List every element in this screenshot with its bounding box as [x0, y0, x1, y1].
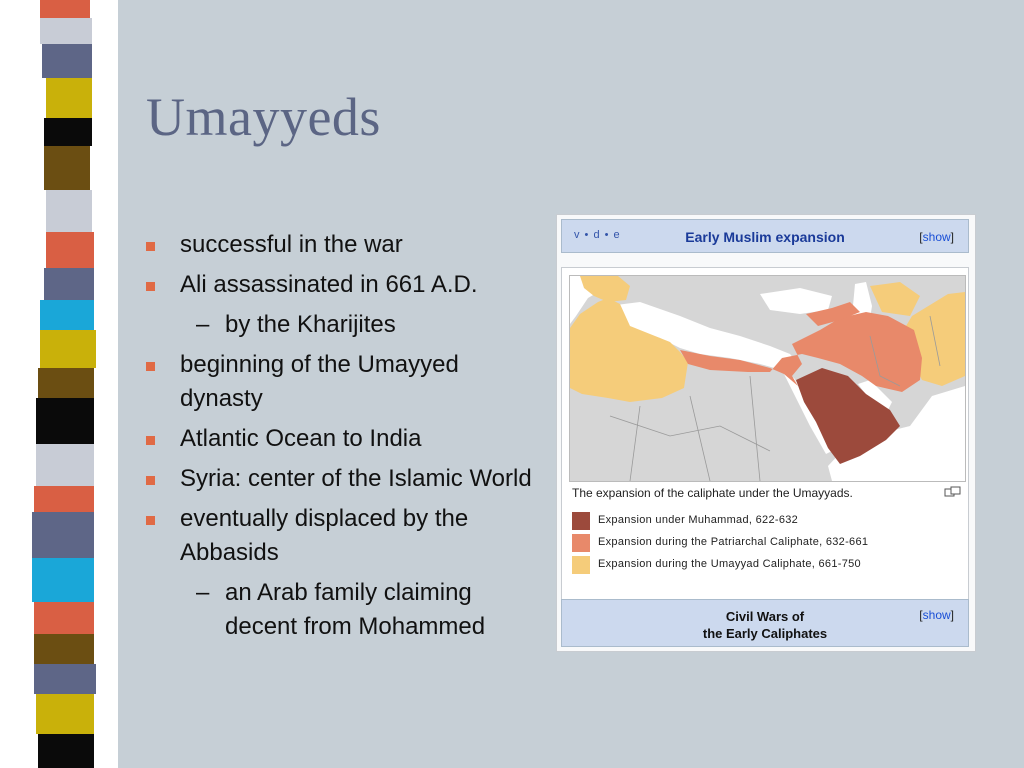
bullet-marker: [146, 242, 155, 251]
decorative-stripe: [42, 44, 92, 78]
show-bracket-open: [: [919, 608, 923, 622]
legend-label: Expansion during the Umayyad Caliphate, 661-750: [598, 558, 861, 570]
footer-title-line1: Civil Wars of: [725, 609, 805, 624]
map-svg: [570, 276, 965, 481]
decorative-stripe: [36, 398, 94, 444]
decorative-stripe: [44, 268, 94, 300]
sub-bullet-text: by the Kharijites: [225, 311, 396, 338]
decorative-stripe: [46, 232, 94, 268]
decorative-stripe: [46, 78, 92, 118]
decorative-stripe: [34, 664, 96, 694]
decorative-stripe: [38, 368, 94, 398]
bullet-item: [146, 268, 546, 302]
footer-title[interactable]: [562, 608, 968, 642]
footer-title-line2: the Early Caliphates: [702, 626, 828, 641]
decorative-stripe: [32, 558, 94, 602]
map-caption: The expansion of the caliphate under the Umayyads.: [572, 486, 853, 500]
decorative-stripe: [44, 118, 92, 146]
decorative-stripe: [44, 146, 90, 190]
decorative-stripe: [40, 330, 96, 368]
decorative-stripe: [40, 18, 92, 44]
map-card: [561, 267, 969, 605]
enlarge-icon[interactable]: [944, 486, 962, 498]
legend-swatch: [572, 512, 590, 530]
sub-bullet-item: [146, 576, 546, 644]
legend-swatch: [572, 534, 590, 552]
footer-show-toggle[interactable]: [919, 608, 954, 622]
decorative-stripe: [38, 734, 94, 768]
show-link[interactable]: show: [922, 230, 951, 244]
bullet-text: Atlantic Ocean to India: [180, 425, 422, 452]
show-bracket-close: ]: [950, 608, 954, 622]
bullet-text: Ali assassinated in 661 A.D.: [180, 271, 478, 298]
bullet-item: [146, 462, 546, 496]
bullet-marker: [146, 476, 155, 485]
decorative-stripe: [40, 300, 94, 330]
show-bracket-open: [: [919, 230, 923, 244]
navbox-header: [561, 219, 969, 253]
bullet-text: beginning of the Umayyed dynasty: [180, 351, 459, 412]
bullet-marker: [146, 516, 155, 525]
bullet-marker: [146, 362, 155, 371]
bullet-item: [146, 348, 546, 416]
decorative-stripe: [40, 0, 90, 18]
vde-links[interactable]: v • d • e: [574, 229, 621, 241]
bullet-marker: [146, 282, 155, 291]
legend-label: Expansion under Muhammad, 622-632: [598, 514, 799, 526]
bullet-text: eventually displaced by the Abbasids: [180, 505, 469, 566]
sub-bullet-dash: –: [196, 311, 210, 338]
decorative-stripe: [34, 634, 94, 664]
decorative-stripe: [46, 190, 92, 232]
bullet-text: Syria: center of the Islamic World: [180, 465, 532, 492]
show-bracket-close: ]: [950, 230, 954, 244]
show-link[interactable]: show: [922, 608, 951, 622]
legend-label: Expansion during the Patriarchal Caliphate, 632-661: [598, 536, 869, 548]
bullet-marker: [146, 436, 155, 445]
bullet-list: [146, 228, 546, 650]
slide-title: Umayyeds: [146, 87, 381, 147]
decorative-stripe: [32, 512, 94, 558]
navbox-title[interactable]: Early Muslim expansion: [685, 229, 845, 245]
bullet-item: [146, 422, 546, 456]
expansion-map[interactable]: [569, 275, 966, 482]
wiki-navbox: [556, 214, 976, 652]
legend-swatch: [572, 556, 590, 574]
bullet-text: successful in the war: [180, 231, 403, 258]
decorative-stripe: [34, 602, 94, 634]
decorative-stripe: [34, 486, 94, 512]
sub-bullet-dash: –: [196, 579, 210, 606]
show-toggle[interactable]: [919, 230, 954, 244]
decorative-stripe: [36, 694, 94, 734]
sub-bullet-item: [146, 308, 546, 342]
navbox-footer: [561, 599, 969, 647]
bullet-item: [146, 228, 546, 262]
bullet-item: [146, 502, 546, 570]
decorative-stripe: [36, 444, 94, 486]
sub-bullet-text: an Arab family claiming decent from Mohammed: [225, 579, 486, 640]
